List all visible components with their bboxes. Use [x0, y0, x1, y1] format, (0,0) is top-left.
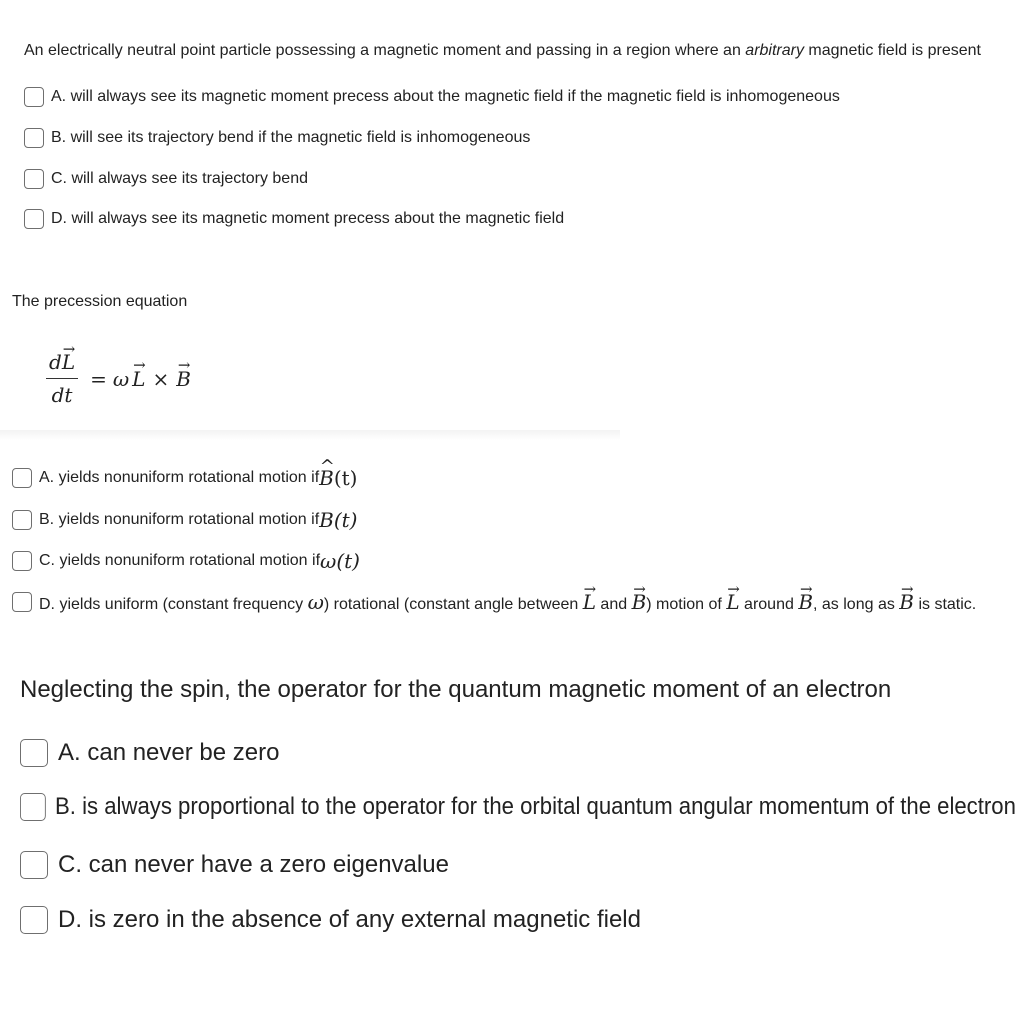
opt-d-text-4: , as long as — [813, 596, 900, 613]
question-2-prompt: The precession equation — [12, 293, 188, 310]
question-2-option-d-label — [39, 590, 976, 614]
question-2-option-d-checkbox[interactable] — [12, 592, 32, 612]
question-1-option-d[interactable] — [24, 209, 564, 229]
precession-equation — [46, 350, 191, 407]
question-2-option-a-checkbox[interactable] — [12, 468, 32, 488]
equation-fraction — [46, 350, 78, 407]
question-3-option-b-checkbox[interactable] — [20, 793, 46, 821]
question-2-option-b-math: B(t) — [319, 508, 358, 532]
question-2-option-c-label: C. yields nonuniform rotational motion if — [39, 552, 321, 569]
B-vector-symbol: → B — [899, 590, 914, 614]
opt-d-and: and — [595, 596, 632, 613]
question-3-option-c[interactable] — [20, 851, 449, 879]
question-3-option-d-label: D. is zero in the absence of any external magnetic field — [58, 906, 641, 933]
question-1-prompt-start: An electrically neutral point particle possessing a magnetic moment and passing in a region where an — [24, 42, 746, 59]
opt-d-text-1: D. yields uniform (constant frequency — [39, 596, 308, 613]
question-3-option-a-checkbox[interactable] — [20, 739, 48, 767]
question-1-prompt-end: magnetic field is present — [803, 42, 981, 59]
time-arg: (t) — [333, 466, 358, 490]
omega-symbol: ω — [307, 590, 324, 614]
opt-d-text-5: is static. — [914, 596, 977, 613]
equation-denominator: dt — [51, 383, 73, 407]
equation-B-vector: → B — [176, 367, 191, 391]
question-3-option-b[interactable] — [20, 793, 1016, 821]
question-3-prompt: Neglecting the spin, the operator for the quantum magnetic moment of an electron — [20, 676, 892, 703]
opt-d-around: around — [739, 596, 799, 613]
question-3-option-a-label: A. can never be zero — [58, 739, 280, 766]
question-3-option-c-label: C. can never have a zero eigenvalue — [58, 851, 449, 878]
equation-equals: = — [90, 366, 107, 391]
question-3-option-c-checkbox[interactable] — [20, 851, 48, 879]
question-3-option-a[interactable] — [20, 739, 279, 767]
equation-divider — [0, 430, 620, 440]
question-1-option-d-checkbox[interactable] — [24, 209, 44, 229]
question-1-option-a[interactable] — [24, 87, 840, 107]
question-2-option-b-label: B. yields nonuniform rotational motion if — [39, 511, 320, 528]
L-vector-symbol: → L — [583, 590, 596, 614]
question-2-option-a-label: A. yields nonuniform rotational motion if — [39, 469, 320, 486]
B-vector-symbol: → B — [632, 590, 647, 614]
question-1-option-c-label: C. will always see its trajectory bend — [51, 170, 308, 187]
question-1-option-c[interactable] — [24, 169, 308, 189]
question-2-option-d[interactable] — [12, 590, 976, 614]
question-2-option-a[interactable] — [12, 466, 358, 490]
question-1-option-a-checkbox[interactable] — [24, 87, 44, 107]
question-3-option-b-label: B. is always proportional to the operator for the orbital quantum angular momentum of the electron — [55, 793, 1016, 820]
equation-num-d: d — [49, 350, 62, 374]
equation-cross: × — [152, 366, 170, 391]
question-3-option-d-checkbox[interactable] — [20, 906, 48, 934]
opt-d-text-2: ) rotational (constant angle between — [323, 596, 583, 613]
L-vector-symbol: → L — [726, 590, 739, 614]
question-2-option-c[interactable] — [12, 549, 360, 573]
question-1-option-b-checkbox[interactable] — [24, 128, 44, 148]
equation-num-L-vector: → L — [62, 350, 75, 374]
question-3-option-d[interactable] — [20, 906, 641, 934]
question-2-option-c-checkbox[interactable] — [12, 551, 32, 571]
question-2-option-b[interactable] — [12, 508, 357, 532]
question-2-option-a-math — [319, 466, 357, 490]
question-2-option-c-math: ω(t) — [320, 549, 360, 573]
opt-d-text-3: ) motion of — [646, 596, 727, 613]
question-1-prompt-emphasis: arbitrary — [745, 42, 804, 59]
question-1-option-b-label: B. will see its trajectory bend if the magnetic field is inhomogeneous — [51, 129, 531, 146]
B-vector-symbol: → B — [798, 590, 813, 614]
equation-numerator — [46, 350, 78, 379]
equation-omega: ω — [112, 366, 130, 391]
question-2-option-b-checkbox[interactable] — [12, 510, 32, 530]
question-1-option-c-checkbox[interactable] — [24, 169, 44, 189]
question-1-option-b[interactable] — [24, 128, 530, 148]
equation-L-vector: → L — [132, 367, 145, 391]
question-1-prompt — [24, 42, 981, 60]
question-1-option-a-label: A. will always see its magnetic moment precess about the magnetic field if the magnetic field is inhomogeneous — [51, 88, 840, 105]
question-1-option-d-label: D. will always see its magnetic moment precess about the magnetic field — [51, 210, 565, 227]
b-hat-symbol: ^ B — [319, 466, 334, 490]
